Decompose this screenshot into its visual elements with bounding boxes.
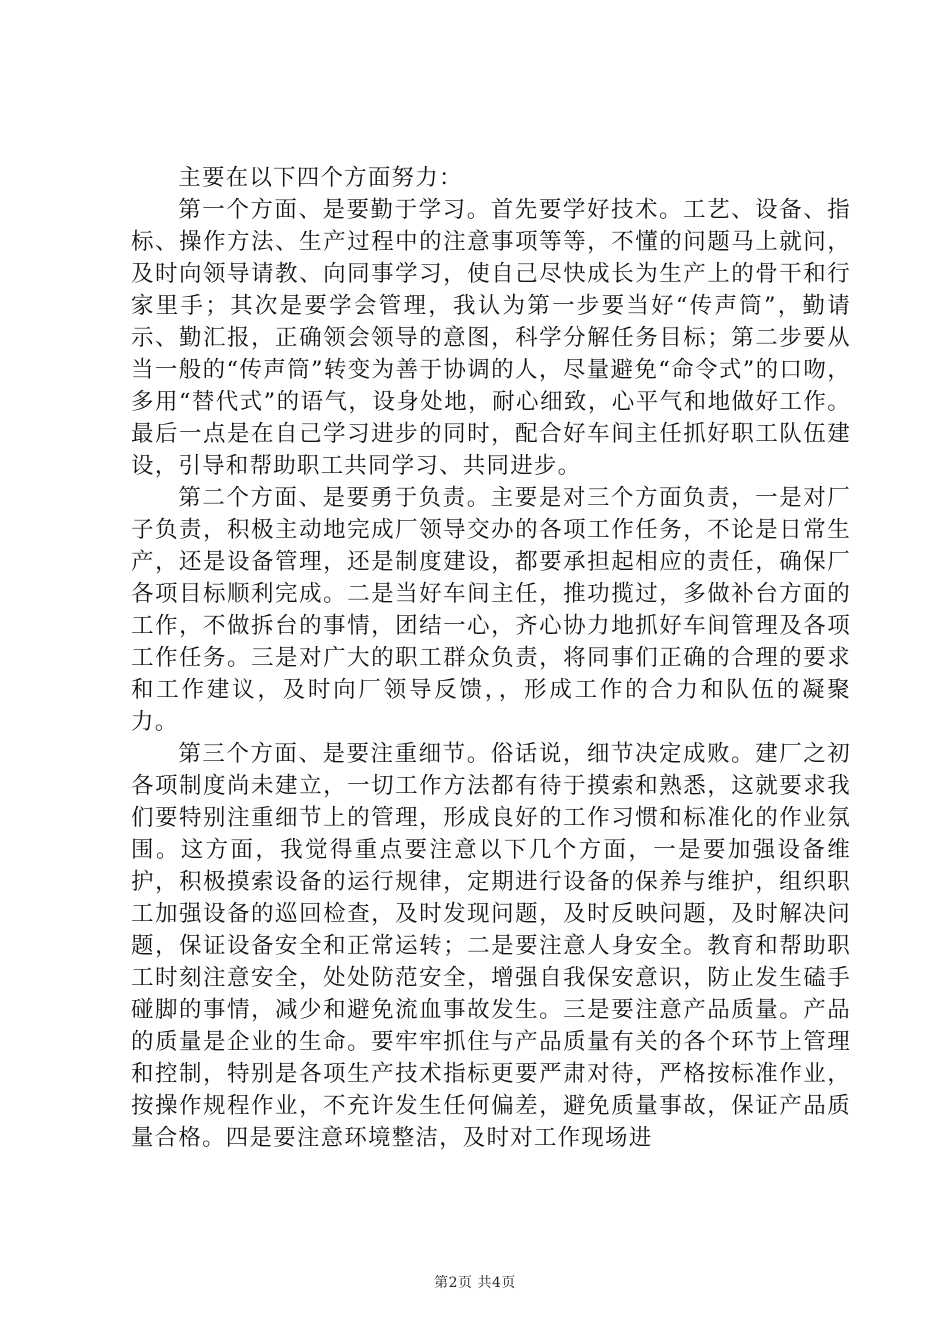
page-number-footer: 第2页 共4页 [434,1275,516,1291]
paragraph-responsibility: 第二个方面、是要勇于负责。主要是对三个方面负责，一是对厂子负责，积极主动地完成厂领导交办的各项工作任务，不论是日常生产，还是设备管理，还是制度建设，都要承担起相应的责任，确保厂各项目标顺利完成。二是当好车间主任，推功揽过，多做补台方面的工作，不做拆台的事情，团结一心，齐心协力地抓好车间管理及各项工作任务。三是对广大的职工群众负责，将同事们正确的合理的要求和工作建议，及时向厂领导反馈，，形成工作的合力和队伍的凝聚力。 [131,485,851,735]
paragraph-details: 第三个方面、是要注重细节。俗话说，细节决定成败。建厂之初各项制度尚未建立，一切工作方法都有待于摸索和熟悉，这就要求我们要特别注重细节上的管理，形成良好的工作习惯和标准化的作业氛围。这方面，我觉得重点要注意以下几个方面，一是要加强设备维护，积极摸索设备的运行规律，定期进行设备的保养与维护，组织职工加强设备的巡回检查，及时发现问题，及时反映问题，及时解决问题，保证设备安全和正常运转；二是要注意人身安全。教育和帮助职工时刻注意安全，处处防范安全，增强自我保安意识，防止发生磕手碰脚的事情，减少和避免流血事故发生。三是要注意产品质量。产品的质量是企业的生命。要牢牢抓住与产品质量有关的各个环节上管理和控制，特别是各项生产技术指标更要严肃对待，严格按标准作业，按操作规程作业，不充许发生任何偏差，避免质量事故，保证产品质量合格。四是要注意环境整洁，及时对工作现场进 [131,741,851,1151]
intro-paragraph: 主要在以下四个方面努力： [178,165,463,191]
paragraph-study: 第一个方面、是要勤于学习。首先要学好技术。工艺、设备、指标、操作方法、生产过程中的注意事项等等，不懂的问题马上就问，及时向领导请教、向同事学习，使自己尽快成长为生产上的骨干和行家里手；其次是要学会管理，我认为第一步要当好“传声筒”，勤请示、勤汇报，正确领会领导的意图，科学分解任务目标；第二步要从当一般的“传声筒”转变为善于协调的人，尽量避免“命令式”的口吻，多用“替代式”的语气，设身处地，耐心细致，心平气和地做好工作。最后一点是在自己学习进步的同时，配合好车间主任抓好职工队伍建设，引导和帮助职工共同学习、共同进步。 [131,197,851,479]
document-body [131,162,851,1154]
